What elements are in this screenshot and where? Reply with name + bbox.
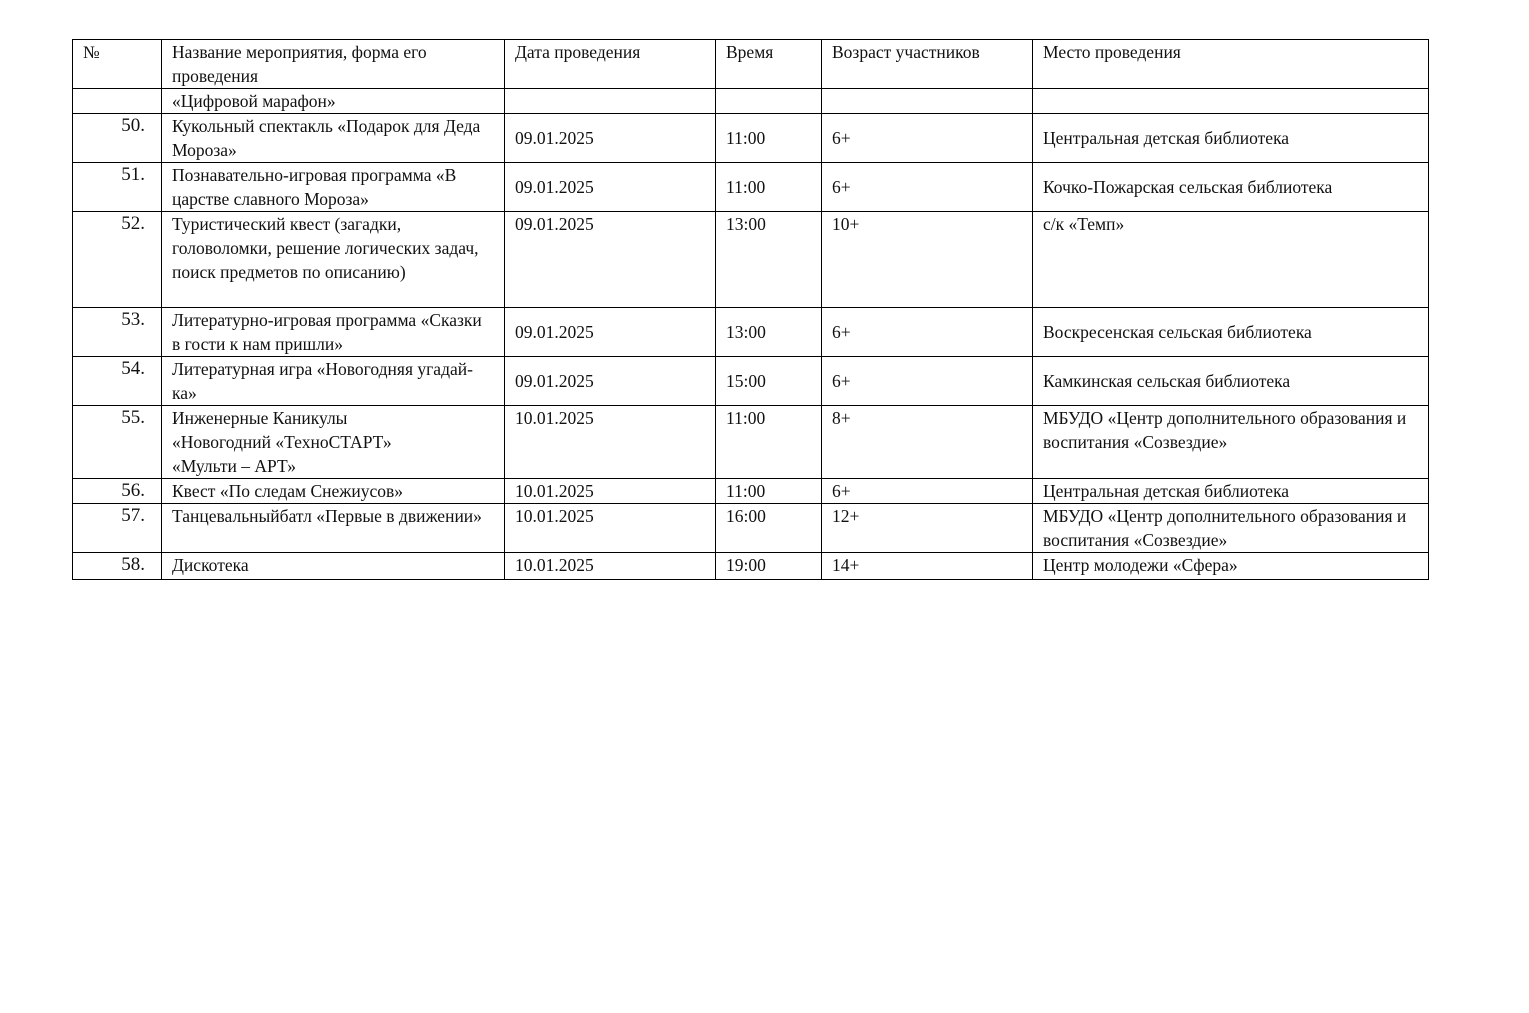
row-name: Туристический квест (загадки, головоломки, решение логических задач, поиск предметов по описанию) — [162, 212, 505, 308]
row-num: 52. — [73, 212, 162, 308]
row-time: 13:00 — [716, 308, 822, 357]
row-date: 09.01.2025 — [505, 163, 716, 212]
table-row — [73, 357, 1429, 406]
row-age: 6+ — [822, 308, 1033, 357]
row-name: Литературно-игровая программа «Сказки в гости к нам пришли» — [162, 308, 505, 357]
row-date — [505, 89, 716, 114]
row-place: Кочко-Пожарская сельская библиотека — [1033, 163, 1429, 212]
row-age: 6+ — [822, 357, 1033, 406]
table-row — [73, 504, 1429, 553]
row-time — [716, 89, 822, 114]
row-name: Литературная игра «Новогодняя угадай-ка» — [162, 357, 505, 406]
row-date: 10.01.2025 — [505, 479, 716, 504]
header-place: Место проведения — [1033, 40, 1429, 89]
row-name: Кукольный спектакль «Подарок для Деда Мороза» — [162, 114, 505, 163]
row-time: 15:00 — [716, 357, 822, 406]
table-row — [73, 89, 1429, 114]
row-age: 14+ — [822, 553, 1033, 580]
row-num: 50. — [73, 114, 162, 163]
row-num: 51. — [73, 163, 162, 212]
row-name: «Цифровой марафон» — [162, 89, 505, 114]
row-age: 10+ — [822, 212, 1033, 308]
row-name: Инженерные Каникулы «Новогодний «ТехноСТАРТ» «Мульти – АРТ» — [162, 406, 505, 479]
row-num: 53. — [73, 308, 162, 357]
row-time: 19:00 — [716, 553, 822, 580]
row-time: 11:00 — [716, 163, 822, 212]
table-row — [73, 406, 1429, 479]
row-place — [1033, 89, 1429, 114]
header-date: Дата проведения — [505, 40, 716, 89]
row-place: с/к «Темп» — [1033, 212, 1429, 308]
row-date: 09.01.2025 — [505, 212, 716, 308]
events-table — [72, 39, 1429, 580]
row-num: 55. — [73, 406, 162, 479]
row-place: Камкинская сельская библиотека — [1033, 357, 1429, 406]
row-age — [822, 89, 1033, 114]
table-row — [73, 479, 1429, 504]
row-time: 16:00 — [716, 504, 822, 553]
header-time: Время — [716, 40, 822, 89]
table-row — [73, 212, 1429, 308]
header-age: Возраст участников — [822, 40, 1033, 89]
row-date: 09.01.2025 — [505, 114, 716, 163]
table-row — [73, 308, 1429, 357]
row-place: МБУДО «Центр дополнительного образования и воспитания «Созвездие» — [1033, 504, 1429, 553]
table-row — [73, 114, 1429, 163]
row-age: 8+ — [822, 406, 1033, 479]
row-place: Центр молодежи «Сфера» — [1033, 553, 1429, 580]
row-date: 09.01.2025 — [505, 357, 716, 406]
header-name: Название мероприятия, форма его проведения — [162, 40, 505, 89]
row-time: 11:00 — [716, 479, 822, 504]
row-date: 10.01.2025 — [505, 504, 716, 553]
row-time: 11:00 — [716, 406, 822, 479]
row-num: 56. — [73, 479, 162, 504]
row-name: Танцевальныйбатл «Первые в движении» — [162, 504, 505, 553]
table-header-row — [73, 40, 1429, 89]
row-time: 13:00 — [716, 212, 822, 308]
row-place: Центральная детская библиотека — [1033, 114, 1429, 163]
row-name: Познавательно-игровая программа «В царстве славного Мороза» — [162, 163, 505, 212]
row-place: Воскресенская сельская библиотека — [1033, 308, 1429, 357]
row-num: 58. — [73, 553, 162, 580]
row-place: Центральная детская библиотека — [1033, 479, 1429, 504]
row-date: 10.01.2025 — [505, 553, 716, 580]
table-row — [73, 163, 1429, 212]
row-num: 54. — [73, 357, 162, 406]
row-age: 6+ — [822, 114, 1033, 163]
row-place: МБУДО «Центр дополнительного образования и воспитания «Созвездие» — [1033, 406, 1429, 479]
row-age: 12+ — [822, 504, 1033, 553]
row-name: Квест «По следам Снежиусов» — [162, 479, 505, 504]
table-row — [73, 553, 1429, 580]
row-age: 6+ — [822, 163, 1033, 212]
row-num: 57. — [73, 504, 162, 553]
row-date: 10.01.2025 — [505, 406, 716, 479]
row-name: Дискотека — [162, 553, 505, 580]
row-num — [73, 89, 162, 114]
row-date: 09.01.2025 — [505, 308, 716, 357]
row-time: 11:00 — [716, 114, 822, 163]
header-num: № — [73, 40, 162, 89]
row-age: 6+ — [822, 479, 1033, 504]
